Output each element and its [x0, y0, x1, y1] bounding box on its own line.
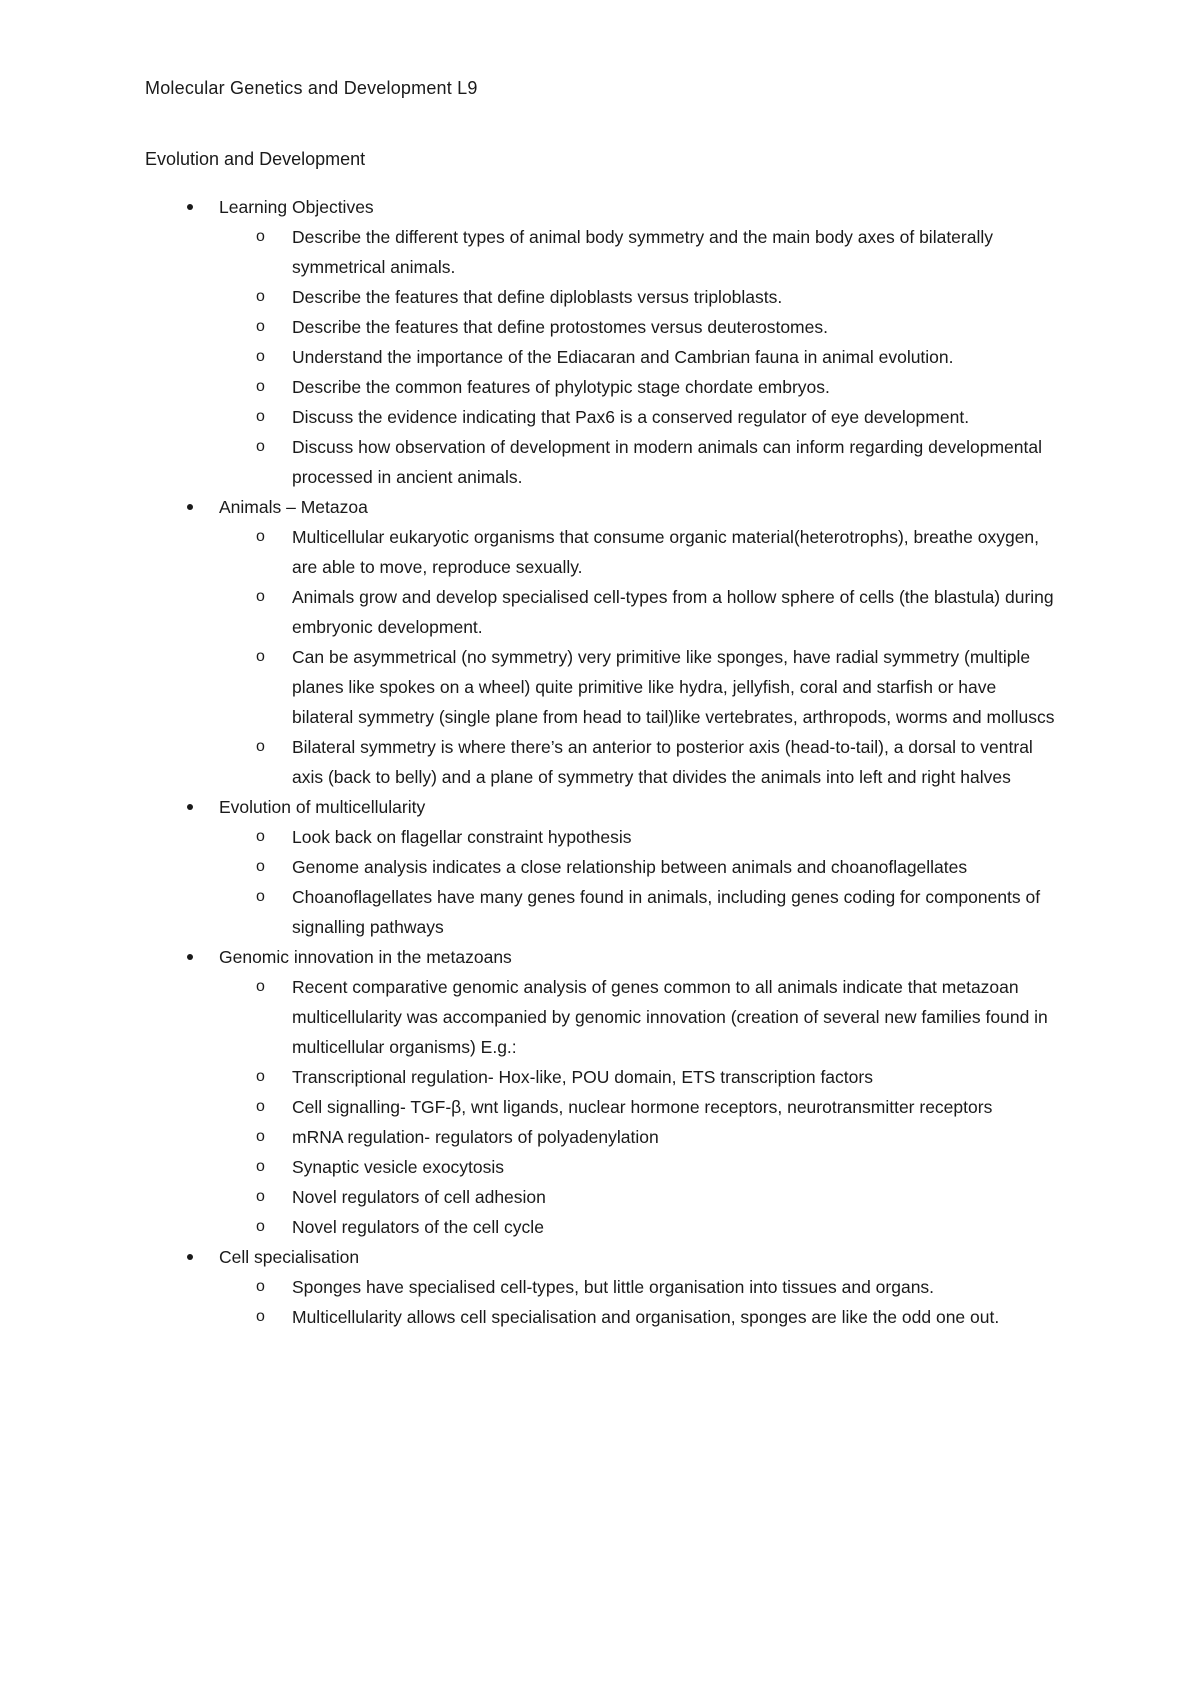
sub-bullet-icon: o: [256, 528, 265, 545]
list-item: [145, 372, 1045, 402]
sub-list: [145, 1272, 1045, 1332]
list-item: [145, 1092, 1045, 1122]
list-item-text: Understand the importance of the Ediacaran and Cambrian fauna in animal evolution.: [292, 347, 954, 367]
list-item-text: Can be asymmetrical (no symmetry) very primitive like sponges, have radial symmetry (multiple planes like spokes on a wheel) quite primitive like hydra, jellyfish, coral and starfish or have bilateral symmetry (single plane from head to tail)like vertebrates, arthropods, worms and molluscs: [292, 647, 1055, 727]
list-item-text: Recent comparative genomic analysis of genes common to all animals indicate that metazoan multicellularity was accompanied by genomic innovation (creation of several new families found in multicellular organisms) E.g.:: [292, 977, 1048, 1057]
list-item: [145, 1152, 1045, 1182]
sub-bullet-icon: o: [256, 858, 265, 875]
sub-list: [145, 222, 1045, 492]
list-item: [145, 642, 1055, 732]
sub-bullet-icon: o: [256, 228, 265, 245]
bullet-icon: [187, 1254, 193, 1260]
sub-bullet-icon: o: [256, 1128, 265, 1145]
section-heading: [145, 192, 1045, 222]
section-animals-metazoa: [145, 492, 1055, 792]
sub-bullet-icon: o: [256, 288, 265, 305]
list-item-text: Describe the features that define protostomes versus deuterostomes.: [292, 317, 828, 337]
sub-bullet-icon: o: [256, 828, 265, 845]
list-item-text: Novel regulators of the cell cycle: [292, 1217, 544, 1237]
list-item-text: Transcriptional regulation- Hox-like, POU domain, ETS transcription factors: [292, 1067, 873, 1087]
sub-bullet-icon: o: [256, 318, 265, 335]
list-item: [145, 882, 1045, 942]
list-item-text: Novel regulators of cell adhesion: [292, 1187, 546, 1207]
list-item-text: mRNA regulation- regulators of polyadenylation: [292, 1127, 659, 1147]
sub-bullet-icon: o: [256, 1188, 265, 1205]
list-item-text: Choanoflagellates have many genes found in animals, including genes coding for components of signalling pathways: [292, 887, 1041, 937]
list-item: [145, 1122, 1045, 1152]
section-heading: [145, 492, 1045, 522]
sub-bullet-icon: o: [256, 378, 265, 395]
list-item-text: Discuss how observation of development in modern animals can inform regarding developmental processed in ancient animals.: [292, 437, 1042, 487]
list-item: [145, 312, 1045, 342]
list-item-text: Look back on flagellar constraint hypothesis: [292, 827, 632, 847]
list-item-text: Sponges have specialised cell-types, but little organisation into tissues and organs.: [292, 1277, 935, 1297]
list-item-text: Describe the different types of animal body symmetry and the main body axes of bilaterally symmetrical animals.: [292, 227, 993, 277]
list-item-text: Bilateral symmetry is where there’s an anterior to posterior axis (head-to-tail), a dorsal to ventral axis (back to belly) and a plane of symmetry that divides the animals into left and right halves: [292, 737, 1033, 787]
list-item: [145, 852, 1045, 882]
list-item: [145, 1212, 1045, 1242]
list-item-text: Describe the common features of phylotypic stage chordate embryos.: [292, 377, 830, 397]
sub-bullet-icon: o: [256, 1308, 265, 1325]
sub-list: [145, 822, 1045, 942]
list-item: [145, 402, 1045, 432]
list-item: [145, 582, 1054, 642]
list-item-text: Describe the features that define diploblasts versus triploblasts.: [292, 287, 783, 307]
list-item: [145, 1062, 1045, 1092]
list-item: [145, 342, 1045, 372]
sub-bullet-icon: o: [256, 738, 265, 755]
sub-list: [145, 972, 1048, 1242]
list-item-text: Cell signalling- TGF-β, wnt ligands, nuclear hormone receptors, neurotransmitter receptors: [292, 1097, 993, 1117]
section-label: Cell specialisation: [219, 1247, 360, 1267]
list-item: [145, 222, 1045, 282]
bullet-icon: [187, 204, 193, 210]
sub-bullet-icon: o: [256, 438, 265, 455]
list-item: [145, 522, 1045, 582]
list-item: [145, 1272, 1045, 1302]
sub-bullet-icon: o: [256, 1158, 265, 1175]
bullet-icon: [187, 504, 193, 510]
section-learning-objectives: [145, 192, 1045, 492]
section-cell-specialisation: [145, 1242, 1045, 1332]
list-item-text: Synaptic vesicle exocytosis: [292, 1157, 505, 1177]
list-item: [145, 972, 1048, 1062]
sub-bullet-icon: o: [256, 588, 265, 605]
section-genomic-innovation: [145, 942, 1048, 1242]
outline-list: [145, 192, 1055, 1332]
sub-bullet-icon: o: [256, 1068, 265, 1085]
section-evolution-of-multicellularity: [145, 792, 1045, 942]
section-label: Evolution of multicellularity: [219, 797, 426, 817]
section-label: Animals – Metazoa: [219, 497, 368, 517]
sub-bullet-icon: o: [256, 648, 265, 665]
bullet-icon: [187, 954, 193, 960]
list-item-text: Multicellular eukaryotic organisms that consume organic material(heterotrophs), breathe oxygen, are able to move, reproduce sexually.: [292, 527, 1040, 577]
section-heading: [145, 942, 1045, 972]
list-item-text: Genome analysis indicates a close relationship between animals and choanoflagellates: [292, 857, 968, 877]
sub-list: [145, 522, 1055, 792]
list-item-text: Animals grow and develop specialised cell-types from a hollow sphere of cells (the blastula) during embryonic development.: [292, 587, 1054, 637]
sub-bullet-icon: o: [256, 978, 265, 995]
list-item: [145, 732, 1045, 792]
list-item-text: Multicellularity allows cell specialisation and organisation, sponges are like the odd one out.: [292, 1307, 1000, 1327]
document-subtitle: Evolution and Development: [145, 149, 366, 169]
list-item: [145, 1302, 1045, 1332]
bullet-icon: [187, 804, 193, 810]
section-label: Learning Objectives: [219, 197, 374, 217]
list-item: [145, 432, 1045, 492]
sub-bullet-icon: o: [256, 408, 265, 425]
section-heading: [145, 792, 1045, 822]
list-item: [145, 282, 1045, 312]
sub-bullet-icon: o: [256, 888, 265, 905]
sub-bullet-icon: o: [256, 1278, 265, 1295]
section-heading: [145, 1242, 1045, 1272]
list-item-text: Discuss the evidence indicating that Pax6 is a conserved regulator of eye development.: [292, 407, 970, 427]
list-item: [145, 1182, 1045, 1212]
section-label: Genomic innovation in the metazoans: [219, 947, 512, 967]
sub-bullet-icon: o: [256, 1218, 265, 1235]
document-header: Molecular Genetics and Development L9: [145, 78, 478, 98]
sub-bullet-icon: o: [256, 348, 265, 365]
sub-bullet-icon: o: [256, 1098, 265, 1115]
list-item: [145, 822, 1045, 852]
